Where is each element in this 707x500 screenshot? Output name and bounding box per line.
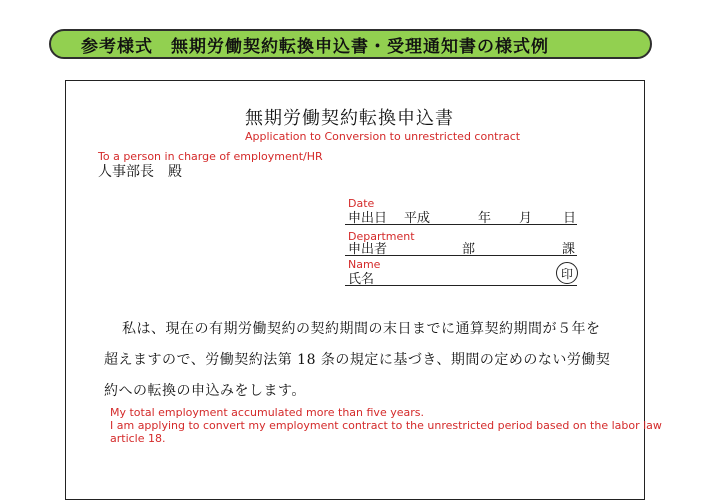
banner-title: 参考様式 無期労働契約転換申込書・受理通知書の様式例 bbox=[81, 36, 549, 57]
date-month: 月 bbox=[519, 211, 533, 226]
english-summary-1: My total employment accumulated more than five years. bbox=[110, 406, 424, 419]
date-year: 年 bbox=[478, 211, 492, 226]
name-underline bbox=[345, 285, 577, 286]
name-label-en: Name bbox=[348, 258, 381, 271]
department-ka: 課 bbox=[562, 242, 576, 257]
date-underline bbox=[345, 224, 577, 225]
seal-text: 印 bbox=[560, 266, 573, 281]
seal-circle bbox=[556, 262, 578, 284]
department-underline bbox=[345, 255, 577, 256]
applicant-label-jp: 申出者 bbox=[348, 242, 388, 257]
body-line-3: 約への転換の申込みをします。 bbox=[104, 383, 306, 399]
title-banner bbox=[49, 29, 652, 59]
english-summary-2: I am applying to convert my employment contract to the unrestricted period based on the labor law bbox=[110, 419, 662, 432]
department-label-en: Department bbox=[348, 230, 415, 243]
body-line-1: 私は、現在の有期労働契約の契約期間の末日までに通算契約期間が５年を bbox=[122, 321, 601, 337]
english-summary-3: article 18. bbox=[110, 432, 166, 445]
department-bu: 部 bbox=[462, 242, 476, 257]
form-title-en: Application to Conversion to unrestricted contract bbox=[245, 130, 521, 143]
date-era: 平成 bbox=[404, 211, 431, 226]
addressee-jp: 人事部長 殿 bbox=[98, 164, 182, 180]
addressee-en: To a person in charge of employment/HR bbox=[98, 150, 323, 163]
form-title-jp: 無期労働契約転換申込書 bbox=[245, 108, 454, 129]
date-day: 日 bbox=[563, 211, 577, 226]
date-label-jp: 申出日 bbox=[348, 211, 388, 226]
name-label-jp: 氏名 bbox=[348, 272, 375, 287]
date-label-en: Date bbox=[348, 197, 375, 210]
body-line-2: 超えますので、労働契約法第 18 条の規定に基づき、期間の定めのない労働契 bbox=[104, 352, 611, 368]
